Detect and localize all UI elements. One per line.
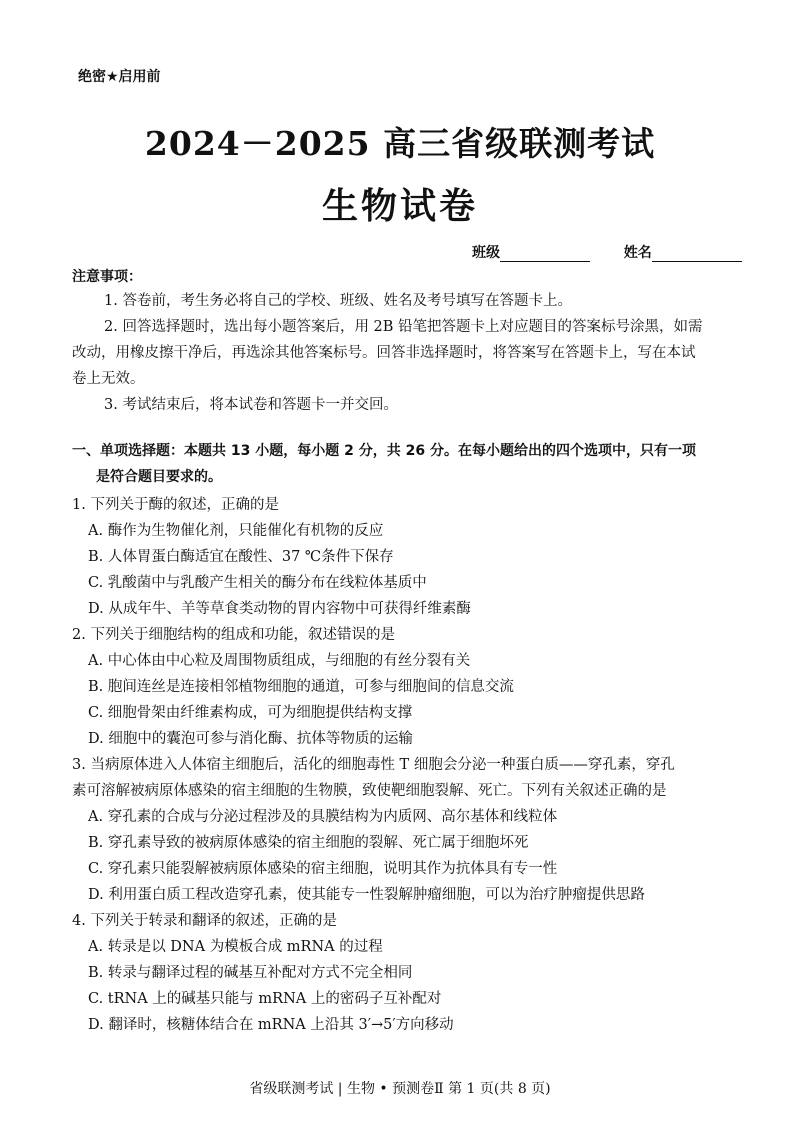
- option-d: D. 利用蛋白质工程改造穿孔素，使其能专一性裂解肿瘤细胞，可以为治疗肿瘤提供思路: [88, 887, 645, 903]
- note-item: 3. 考试结束后，将本试卷和答题卡一并交回。: [104, 397, 398, 413]
- question-3: [72, 752, 748, 908]
- option-c: C. 穿孔素只能裂解被病原体感染的宿主细胞，说明其作为抗体具有专一性: [88, 861, 558, 877]
- option-d: D. 翻译时，核糖体结合在 mRNA 上沿其 3′→5′方向移动: [88, 1017, 454, 1033]
- option-c: C. 细胞骨架由纤维素构成，可为细胞提供结构支撑: [88, 705, 413, 721]
- question-stem: 4. 下列关于转录和翻译的叙述，正确的是: [72, 913, 337, 929]
- question-1: [72, 492, 748, 622]
- section-instructions-cont: 是符合题目要求的。: [96, 469, 222, 485]
- question-2: [72, 622, 748, 752]
- option-a: A. 中心体由中心粒及周围物质组成，与细胞的有丝分裂有关: [88, 653, 471, 669]
- option-c: C. 乳酸菌中与乳酸产生相关的酶分布在线粒体基质中: [88, 575, 427, 591]
- note-item-continued: 卷上无效。: [72, 371, 145, 387]
- notes-title: 注意事项：: [72, 269, 142, 285]
- option-d: D. 从成年牛、羊等草食类动物的胃内容物中可获得纤维素酶: [88, 601, 471, 617]
- question-stem: 3. 当病原体进入人体宿主细胞后，活化的细胞毒性 T 细胞会分泌一种蛋白质——穿孔素，穿孔: [72, 757, 675, 773]
- class-blank: [500, 247, 590, 262]
- question-stem: 1. 下列关于酶的叙述，正确的是: [72, 497, 279, 513]
- name-label: 姓名: [623, 245, 652, 261]
- option-b: B. 穿孔素导致的被病原体感染的宿主细胞的裂解、死亡属于细胞坏死: [88, 835, 529, 851]
- note-item: 2. 回答选择题时，选出每小题答案后，用 2B 铅笔把答题卡上对应题目的答案标号涂黑，如需: [104, 319, 703, 335]
- question-stem: 2. 下列关于细胞结构的组成和功能，叙述错误的是: [72, 627, 395, 643]
- option-c: C. tRNA 上的碱基只能与 mRNA 上的密码子互补配对: [88, 991, 442, 1007]
- confidential-label: 绝密★启用前: [78, 69, 161, 85]
- notes-list: [72, 288, 748, 418]
- option-b: B. 人体胃蛋白酶适宜在酸性、37 ℃条件下保存: [88, 549, 394, 565]
- class-label: 班级: [472, 245, 500, 261]
- section-header: [72, 438, 748, 490]
- option-b: B. 胞间连丝是连接相邻植物细胞的通道，可参与细胞间的信息交流: [88, 679, 514, 695]
- option-a: A. 穿孔素的合成与分泌过程涉及的具膜结构为内质网、高尔基体和线粒体: [88, 809, 558, 825]
- page-footer: 省级联测考试 | 生物 • 预测卷Ⅱ 第 1 页(共 8 页): [249, 1081, 551, 1097]
- exam-subject-title: 生物试卷: [321, 185, 478, 227]
- note-item-continued: 改动，用橡皮擦干净后，再选涂其他答案标号。回答非选择题时，将答案写在答题卡上，写在本试: [72, 345, 696, 361]
- question-4: [72, 908, 748, 1038]
- question-list: [72, 492, 748, 1038]
- name-blank: [652, 247, 742, 262]
- section-instructions: 一、单项选择题：本题共 13 小题，每小题 2 分，共 26 分。在每小题给出的四个选项中，只有一项: [72, 443, 696, 459]
- option-b: B. 转录与翻译过程的碱基互补配对方式不完全相同: [88, 965, 413, 981]
- option-d: D. 细胞中的囊泡可参与消化酶、抗体等物质的运输: [88, 731, 413, 747]
- question-stem-cont: 素可溶解被病原体感染的宿主细胞的生物膜，致使靶细胞裂解、死亡。下列有关叙述正确的是: [72, 783, 667, 799]
- option-a: A. 酶作为生物催化剂，只能催化有机物的反应: [88, 523, 384, 539]
- option-a: A. 转录是以 DNA 为模板合成 mRNA 的过程: [88, 939, 383, 955]
- note-item: 1. 答卷前，考生务必将自己的学校、班级、姓名及考号填写在答题卡上。: [104, 293, 572, 309]
- student-info-row: [472, 242, 742, 262]
- exam-title: 2024－2025 高三省级联测考试: [144, 124, 656, 163]
